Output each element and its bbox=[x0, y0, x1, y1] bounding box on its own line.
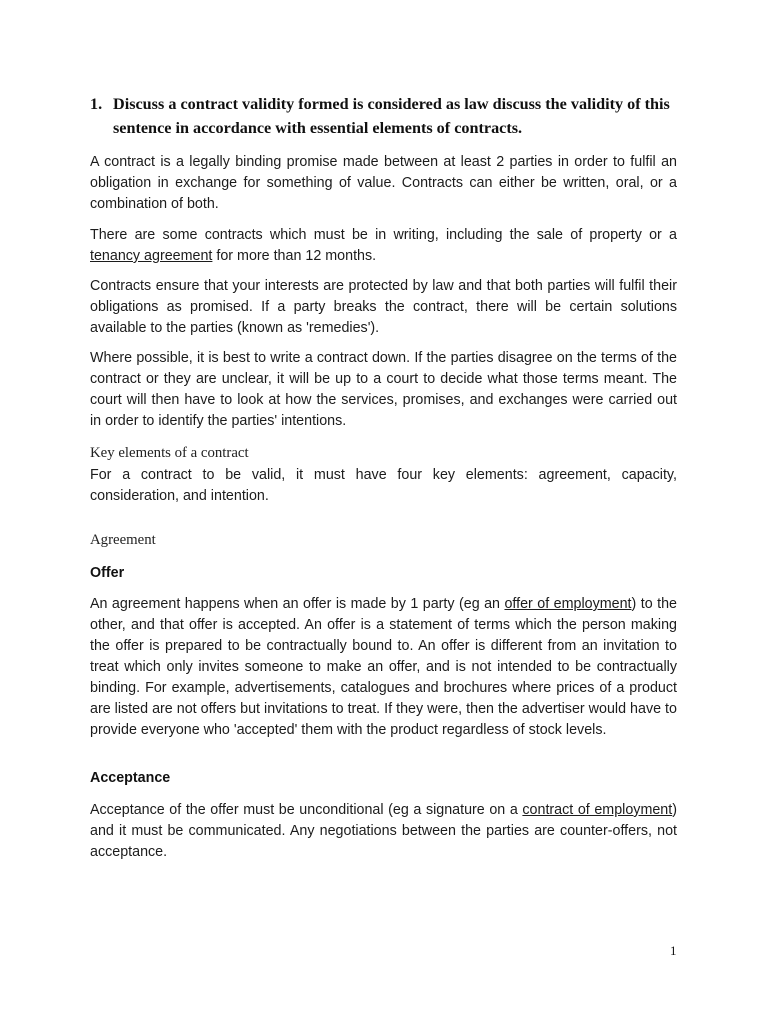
key-elements-heading: Key elements of a contract bbox=[90, 445, 249, 461]
acceptance-text-before: Acceptance of the offer must be unconditional (eg a signature on a bbox=[90, 802, 523, 818]
acceptance-paragraph bbox=[90, 800, 677, 863]
offer-text-after: ) to the other, and that offer is accepted. An offer is a statement of terms which the person making the offer is prepared to be contractually bound to. An offer is different from an invitation to treat which only invites someone to make an offer, and is not intended to be contractually binding. For example, advertisements, catalogues and brochures where prices of a product are listed are not offers but invitations to treat. If they were, then the advertiser would have to provide everyone who 'accepted' them with the product regardless of stock levels. bbox=[90, 596, 677, 738]
question-text: Discuss a contract validity formed is considered as law discuss the validity of this sentence in accordance with essential elements of contracts. bbox=[113, 95, 670, 137]
contract-of-employment-link[interactable]: contract of employment bbox=[522, 802, 673, 818]
acceptance-text-after: ) and it must be communicated. Any negotiations between the parties are counter-offers, not acceptance. bbox=[90, 802, 677, 860]
intro-p2-text-after: for more than 12 months. bbox=[212, 248, 377, 264]
intro-paragraph-3: Contracts ensure that your interests are protected by law and that both parties will fulfil their obligations as promised. If a party breaks the contract, there will be certain solutions available to the parties (known as 'remedies'). bbox=[90, 278, 677, 336]
offer-heading: Offer bbox=[90, 565, 125, 581]
offer-of-employment-link[interactable]: offer of employment bbox=[504, 596, 632, 612]
offer-text-before: An agreement happens when an offer is made by 1 party (eg an bbox=[90, 596, 505, 612]
question-number: 1. bbox=[90, 95, 103, 113]
tenancy-agreement-link[interactable]: tenancy agreement bbox=[90, 248, 213, 264]
agreement-heading: Agreement bbox=[90, 532, 156, 548]
page-number: 1 bbox=[670, 943, 677, 958]
offer-paragraph bbox=[90, 594, 677, 741]
intro-paragraph-4: Where possible, it is best to write a contract down. If the parties disagree on the terms of the contract or they are unclear, it will be up to a court to decide what those terms meant. The court will then have to look at how the services, promises, and exchanges were carried out in order to identify the parties' intentions. bbox=[90, 350, 677, 429]
intro-paragraph-1: A contract is a legally binding promise made between at least 2 parties in order to fulfil an obligation in exchange for something of value. Contracts can either be written, oral, or a combination of both. bbox=[90, 154, 677, 212]
key-elements-paragraph: For a contract to be valid, it must have four key elements: agreement, capacity, consideration, and intention. bbox=[90, 467, 677, 504]
intro-paragraph-2 bbox=[90, 225, 677, 267]
acceptance-heading: Acceptance bbox=[90, 770, 171, 786]
question-heading bbox=[90, 92, 690, 140]
intro-p2-text-before: There are some contracts which must be in writing, including the sale of property or a bbox=[90, 227, 677, 243]
